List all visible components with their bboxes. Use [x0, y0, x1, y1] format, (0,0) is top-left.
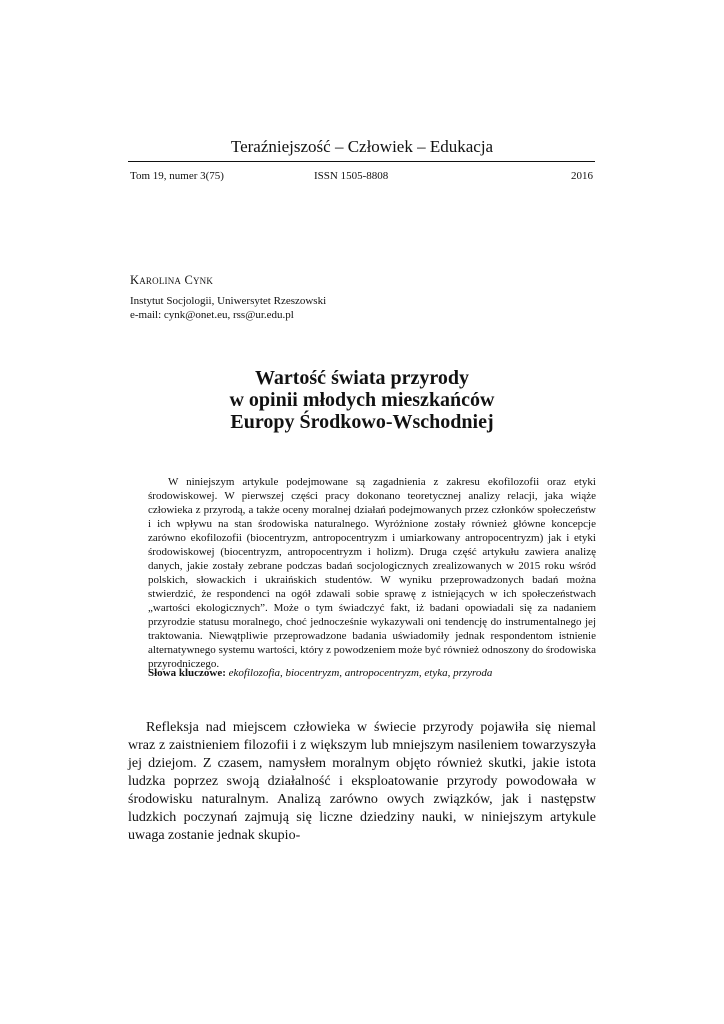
author-name: Karolina Cynk — [130, 273, 214, 287]
body-paragraph: Refleksja nad miejscem człowieka w świecie przyrody pojawiła się niemal wraz z zaistnieniem filozofii i z większym lub mniejszym nasileniem towarzyszyła jej dziejom. Z czasem, namysłem moralnym objęto również skutki, jakie istota ludzka poprzez swoją działalność i eksploatowanie przyrody powodowała w środowisku naturalnym. Analizą zarówno owych związków, jak i następstw ludzkich poczynań zajmują się liczne dziedziny nauki, w niniejszym artykule uwaga zostanie jednak skupio- — [128, 720, 596, 843]
author-email: e-mail: cynk@onet.eu, rss@ur.edu.pl — [130, 309, 294, 321]
keywords-label: Słowa kluczowe: — [148, 667, 226, 679]
author-affiliation: Instytut Socjologii, Uniwersytet Rzeszowski — [130, 295, 327, 307]
article-title-line-3: Europy Środkowo-Wschodniej — [230, 411, 494, 433]
journal-title: Teraźniejszość – Człowiek – Edukacja — [230, 137, 494, 156]
article-title-line-2: w opinii młodych mieszkańców — [229, 389, 495, 411]
article-title — [0, 367, 724, 433]
keywords-list: ekofilozofia, biocentryzm, antropocentryzm, etyka, przyroda — [228, 667, 493, 679]
abstract: W niniejszym artykule podejmowane są zagadnienia z zakresu ekofilozofii oraz etyki środowiskowej. W pierwszej części pracy dokonano teoretycznej analizy relacji, jaka wiąże człowieka z przyrodą, a także oceny moralnej działań podejmowanych przez członków społeczeństw i ich wpływu na stan środowiska naturalnego. Wyróżnione zostały również główne koncepcje zarówno ekofilozofii (biocentryzm, antropocentryzm i umiarkowany antropocentryzm) jak i etyki środowiskowej (biocentryzm, antropocentryzm i holizm). Druga część artykułu zawiera analizę danych, jakie zostały zebrane podczas badań socjologicznych zrealizowanych w 2015 roku wśród polskich, słowackich i ukraińskich studentów. W wyniku przeprowadzonych badań można stwierdzić, że respondenci na ogół zdawali sobie sprawę z istniejących w ich społeczeństwach „wartości ekologicznych”. Może o tym świadczyć fakt, iż badani opowiadali się za nadaniem przyrodzie statusu moralnego, choć jednocześnie wykazywali oni tendencję do instrumentalnego jej traktowania. Niewątpliwie przeprowadzone badania uświadomiły jednak respondentom istnienie alternatywnego systemu wartości, który z powodzeniem może być również odnoszony do środowiska przyrodniczego. — [148, 476, 596, 670]
publication-year: 2016 — [571, 170, 593, 182]
header-divider — [128, 161, 595, 162]
article-title-line-1: Wartość świata przyrody — [254, 367, 470, 389]
volume-number: Tom 19, numer 3(75) — [130, 170, 224, 182]
issue-metadata — [128, 168, 595, 184]
keywords — [148, 666, 596, 680]
issn-number: ISSN 1505-8808 — [314, 170, 389, 182]
